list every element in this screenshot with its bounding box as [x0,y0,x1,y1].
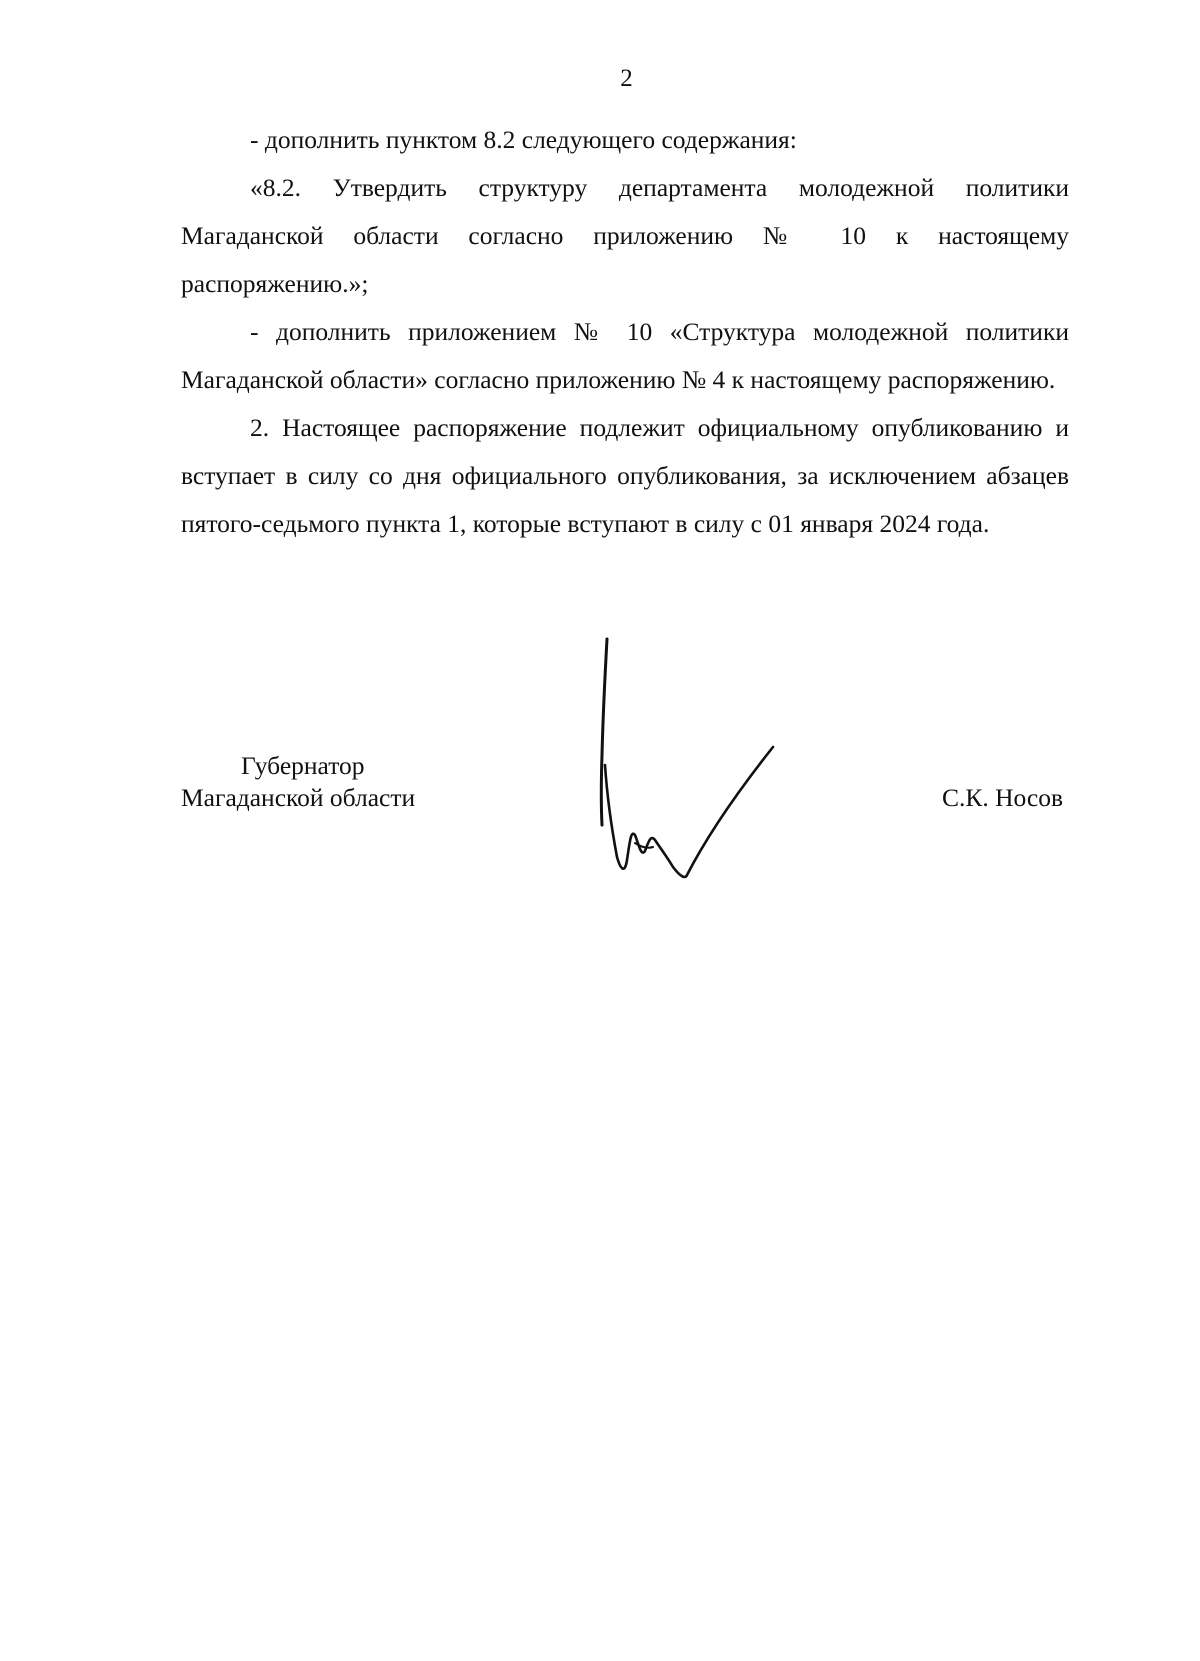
paragraph-add-appendix: - дополнить приложением № 10 «Структура молодежной политики Магаданской области» согласно приложению № 4 к настоящему распоряжению. [181,317,1069,394]
signer-position-line1: Губернатор [241,751,365,780]
document-body [181,116,1069,548]
page-number: 2 [620,65,633,92]
paragraph-add-item: - дополнить пунктом 8.2 следующего содержания: [250,125,797,154]
signer-name: С.К. Носов [941,783,1063,812]
paragraph-effective-date: 2. Настоящее распоряжение подлежит официальному опубликованию и вступает в силу со дня официального опубликования, за исключением абзацев пятого-седьмого пункта 1, которые вступают в силу с 01 января 2024 года. [181,413,1069,538]
signer-position [181,750,461,814]
handwritten-signature [595,635,795,895]
signer-position-line2: Магаданской области [181,783,416,812]
paragraph-item-8-2: «8.2. Утвердить структуру департамента молодежной политики Магаданской области согласно приложению № 10 к настоящему распоряжению.»; [181,173,1069,298]
